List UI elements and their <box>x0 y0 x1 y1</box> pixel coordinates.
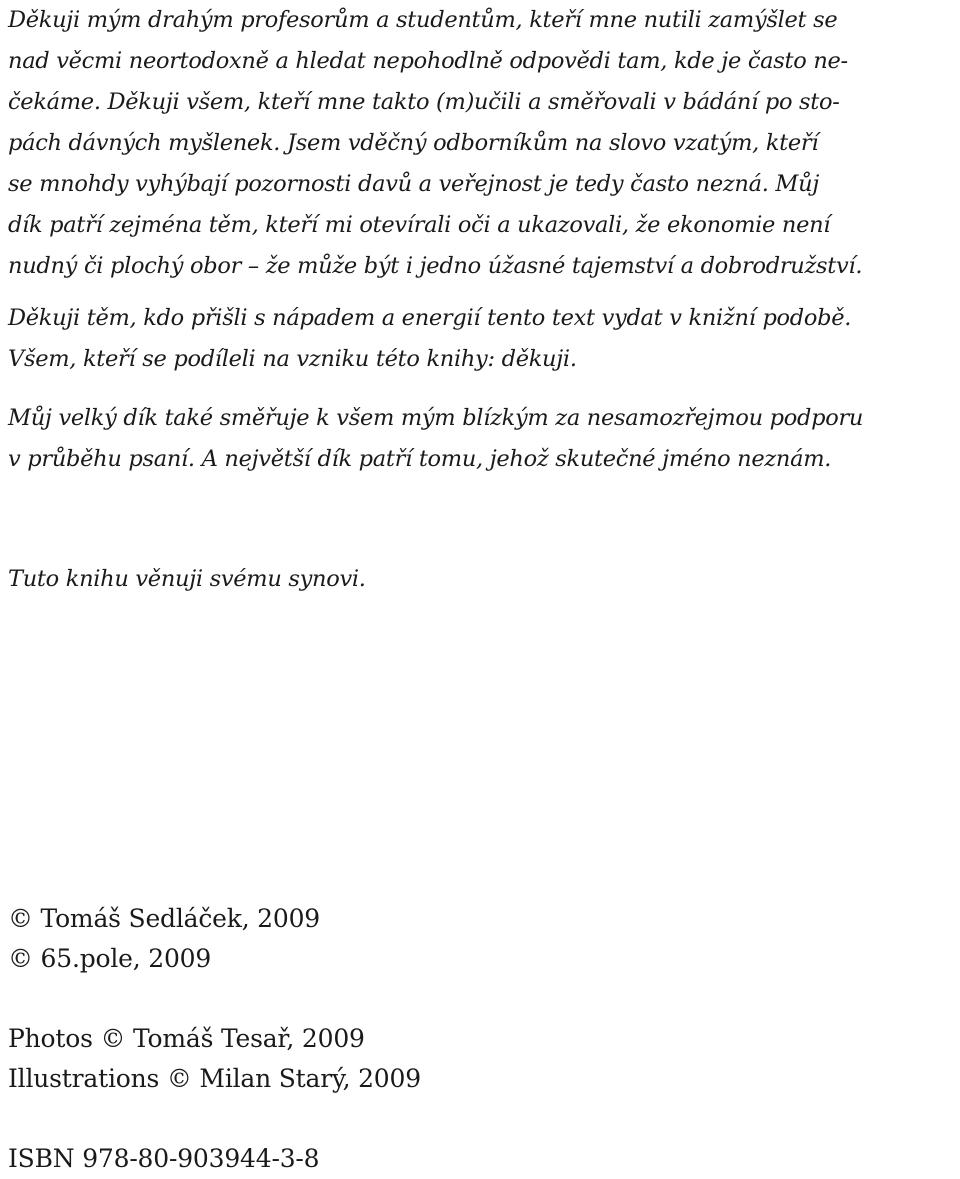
credit-photos: Photos © Tomáš Tesař, 2009 <box>8 1024 365 1053</box>
text-line: Všem, kteří se podíleli na vzniku této knihy: děkuji. <box>8 346 577 372</box>
credits-block <box>8 1019 421 1099</box>
text-line: Děkuji těm, kdo přišli s nápadem a energií tento text vydat v knižní podobě. <box>8 305 852 331</box>
isbn <box>8 1139 319 1179</box>
acknowledgements-paragraph-1 <box>8 0 862 287</box>
isbn-text: ISBN 978-80-903944-3-8 <box>8 1144 320 1173</box>
dedication <box>8 559 366 600</box>
text-line: se mnohdy vyhýbají pozornosti davů a veřejnost je tedy často nezná. Můj <box>8 171 820 197</box>
copyright-publisher: © 65.pole, 2009 <box>8 944 212 973</box>
acknowledgements-paragraph-2 <box>8 298 851 380</box>
text-line: nudný či plochý obor – že může být i jedno úžasné tajemství a dobrodružství. <box>8 253 863 279</box>
text-line: čekáme. Děkuji všem, kteří mne takto (m)učili a směřovali v bádání po sto- <box>8 89 840 115</box>
copyright-author: © Tomáš Sedláček, 2009 <box>8 904 321 933</box>
text-line: Děkuji mým drahým profesorům a studentům, kteří mne nutili zamýšlet se <box>8 7 838 33</box>
text-line: Můj velký dík také směřuje k všem mým blízkým za nesamozřejmou podporu <box>8 405 864 431</box>
acknowledgements-paragraph-3 <box>8 398 863 480</box>
text-line: dík patří zejména těm, kteří mi otevírali oči a ukazovali, že ekonomie není <box>8 212 831 238</box>
dedication-text: Tuto knihu věnuji svému synovi. <box>8 566 366 592</box>
copyright-block <box>8 899 320 979</box>
text-line: v průběhu psaní. A největší dík patří tomu, jehož skutečné jméno neznám. <box>8 446 832 472</box>
text-line: nad věcmi neortodoxně a hledat nepohodlně odpovědi tam, kde je často ne- <box>8 48 848 74</box>
text-line: pách dávných myšlenek. Jsem vděčný odborníkům na slovo vzatým, kteří <box>8 130 819 156</box>
credit-illustrations: Illustrations © Milan Starý, 2009 <box>8 1064 421 1093</box>
